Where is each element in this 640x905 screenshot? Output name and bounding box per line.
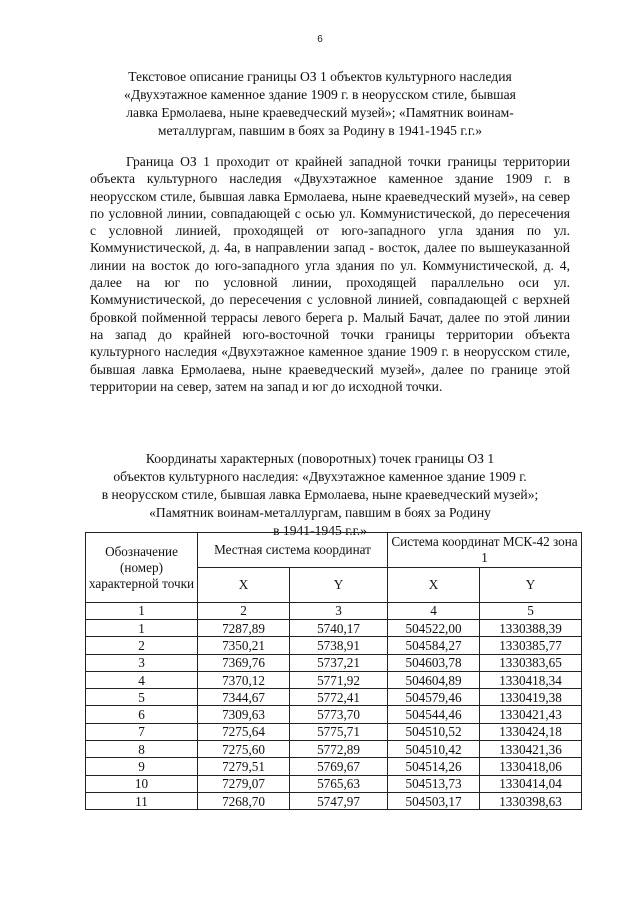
msk-x: 504513,73: [388, 775, 480, 792]
point-number: 7: [86, 723, 198, 740]
msk-x: 504604,89: [388, 671, 480, 688]
table-row: [86, 637, 582, 654]
caption-line: «Памятник воинам-металлургам, павшим в боях за Родину: [149, 505, 491, 520]
local-x: 7369,76: [198, 654, 290, 671]
table-row: [86, 758, 582, 775]
column-number: 5: [480, 603, 582, 620]
caption-line: Координаты характерных (поворотных) точек границы ОЗ 1: [145, 451, 495, 466]
point-number: 1: [86, 620, 198, 637]
title-line: лавка Ермолаева, ныне краеведческий музей»; «Памятник воинам-: [126, 105, 514, 120]
point-number: 8: [86, 741, 198, 758]
caption-line: в 1941-1945 г.г.»: [273, 523, 367, 538]
table-row: [86, 723, 582, 740]
msk-y: 1330388,39: [480, 620, 582, 637]
table-row: [86, 741, 582, 758]
page-number: 6: [317, 34, 323, 45]
msk-y: 1330424,18: [480, 723, 582, 740]
point-number: 9: [86, 758, 198, 775]
table-row: [86, 620, 582, 637]
table-row: [86, 775, 582, 792]
point-number: 11: [86, 792, 198, 809]
msk-y: 1330421,36: [480, 741, 582, 758]
column-number: 3: [290, 603, 388, 620]
column-number: 4: [388, 603, 480, 620]
table-row: [86, 792, 582, 809]
local-y: 5772,89: [290, 741, 388, 758]
local-x: 7279,07: [198, 775, 290, 792]
table-row: [86, 689, 582, 706]
point-number: 6: [86, 706, 198, 723]
local-y: 5769,67: [290, 758, 388, 775]
local-x: 7279,51: [198, 758, 290, 775]
table-row: [86, 706, 582, 723]
local-x: 7370,12: [198, 671, 290, 688]
msk-y: 1330418,34: [480, 671, 582, 688]
header-msk-y: Y: [480, 568, 582, 603]
header-msk-system: Система координат МСК-42 зона 1: [388, 533, 582, 568]
msk-y: 1330383,65: [480, 654, 582, 671]
header-local-x: X: [198, 568, 290, 603]
table-row: [86, 654, 582, 671]
msk-y: 1330385,77: [480, 637, 582, 654]
header-local-system: Местная система координат: [198, 533, 388, 568]
msk-x: 504514,26: [388, 758, 480, 775]
local-y: 5740,17: [290, 620, 388, 637]
column-number: 1: [86, 603, 198, 620]
caption-line: в неорусском стиле, бывшая лавка Ермолаева, ныне краеведческий музей»;: [101, 487, 539, 502]
msk-x: 504584,27: [388, 637, 480, 654]
msk-y: 1330418,06: [480, 758, 582, 775]
local-x: 7350,21: [198, 637, 290, 654]
msk-x: 504579,46: [388, 689, 480, 706]
column-number: 2: [198, 603, 290, 620]
local-x: 7275,60: [198, 741, 290, 758]
msk-x: 504544,46: [388, 706, 480, 723]
msk-y: 1330419,38: [480, 689, 582, 706]
local-x: 7344,67: [198, 689, 290, 706]
local-y: 5772,41: [290, 689, 388, 706]
local-y: 5765,63: [290, 775, 388, 792]
local-x: 7275,64: [198, 723, 290, 740]
local-y: 5775,71: [290, 723, 388, 740]
msk-y: 1330421,43: [480, 706, 582, 723]
column-number-row: [86, 603, 582, 620]
local-x: 7268,70: [198, 792, 290, 809]
msk-x: 504510,52: [388, 723, 480, 740]
coordinates-table: [85, 532, 582, 810]
section-title: [90, 68, 550, 140]
header-point: Обозначение (номер) характерной точки: [86, 533, 198, 603]
local-y: 5771,92: [290, 671, 388, 688]
caption-line: объектов культурного наследия: «Двухэтажное каменное здание 1909 г.: [113, 469, 527, 484]
title-line: металлургам, павшим в боях за Родину в 1941-1945 г.г.»: [157, 123, 483, 138]
point-number: 5: [86, 689, 198, 706]
table-row: [86, 671, 582, 688]
msk-x: 504510,42: [388, 741, 480, 758]
local-y: 5747,97: [290, 792, 388, 809]
msk-y: 1330398,63: [480, 792, 582, 809]
point-number: 10: [86, 775, 198, 792]
local-x: 7287,89: [198, 620, 290, 637]
msk-x: 504603,78: [388, 654, 480, 671]
point-number: 3: [86, 654, 198, 671]
local-y: 5738,91: [290, 637, 388, 654]
local-y: 5773,70: [290, 706, 388, 723]
point-number: 4: [86, 671, 198, 688]
header-msk-x: X: [388, 568, 480, 603]
table-caption: [70, 450, 570, 540]
local-x: 7309,63: [198, 706, 290, 723]
point-number: 2: [86, 637, 198, 654]
title-line: «Двухэтажное каменное здание 1909 г. в неорусском стиле, бывшая: [124, 87, 516, 102]
title-line: Текстовое описание границы ОЗ 1 объектов культурного наследия: [128, 69, 512, 84]
boundary-description: Граница ОЗ 1 проходит от крайней западной точки границы территории объекта культурного наследия «Двухэтажное каменное здание 1909 г. в неорусском стиле, бывшая лавка Ермолаева, ныне краеведческий музей», на север по условной линии, совпадающей с осью ул. Коммунистической, до пересечения с условной линией, проходящей от юго-западного угла здания по ул. Коммунистической, д. 4а, в направлении запад - восток, далее по вышеуказанной линии на восток до юго-западного угла здания по ул. Коммунистической, д. 4, далее на юг по условной линии, проходящей параллельно оси ул. Коммунистической, до пересечения с условной линией, совпадающей с верхней бровкой пойменной террасы левого берега р. Малый Бачат, далее по этой линии на запад до крайней юго-восточной точки границы территории объекта культурного наследия «Двухэтажное каменное здание 1909 г. в неорусском стиле, бывшая лавка Ермолаева, ныне краеведческий музей», далее по границе этой территории на север, затем на запад и юг до исходной точки.: [90, 154, 570, 394]
msk-x: 504522,00: [388, 620, 480, 637]
msk-x: 504503,17: [388, 792, 480, 809]
msk-y: 1330414,04: [480, 775, 582, 792]
local-y: 5737,21: [290, 654, 388, 671]
header-local-y: Y: [290, 568, 388, 603]
